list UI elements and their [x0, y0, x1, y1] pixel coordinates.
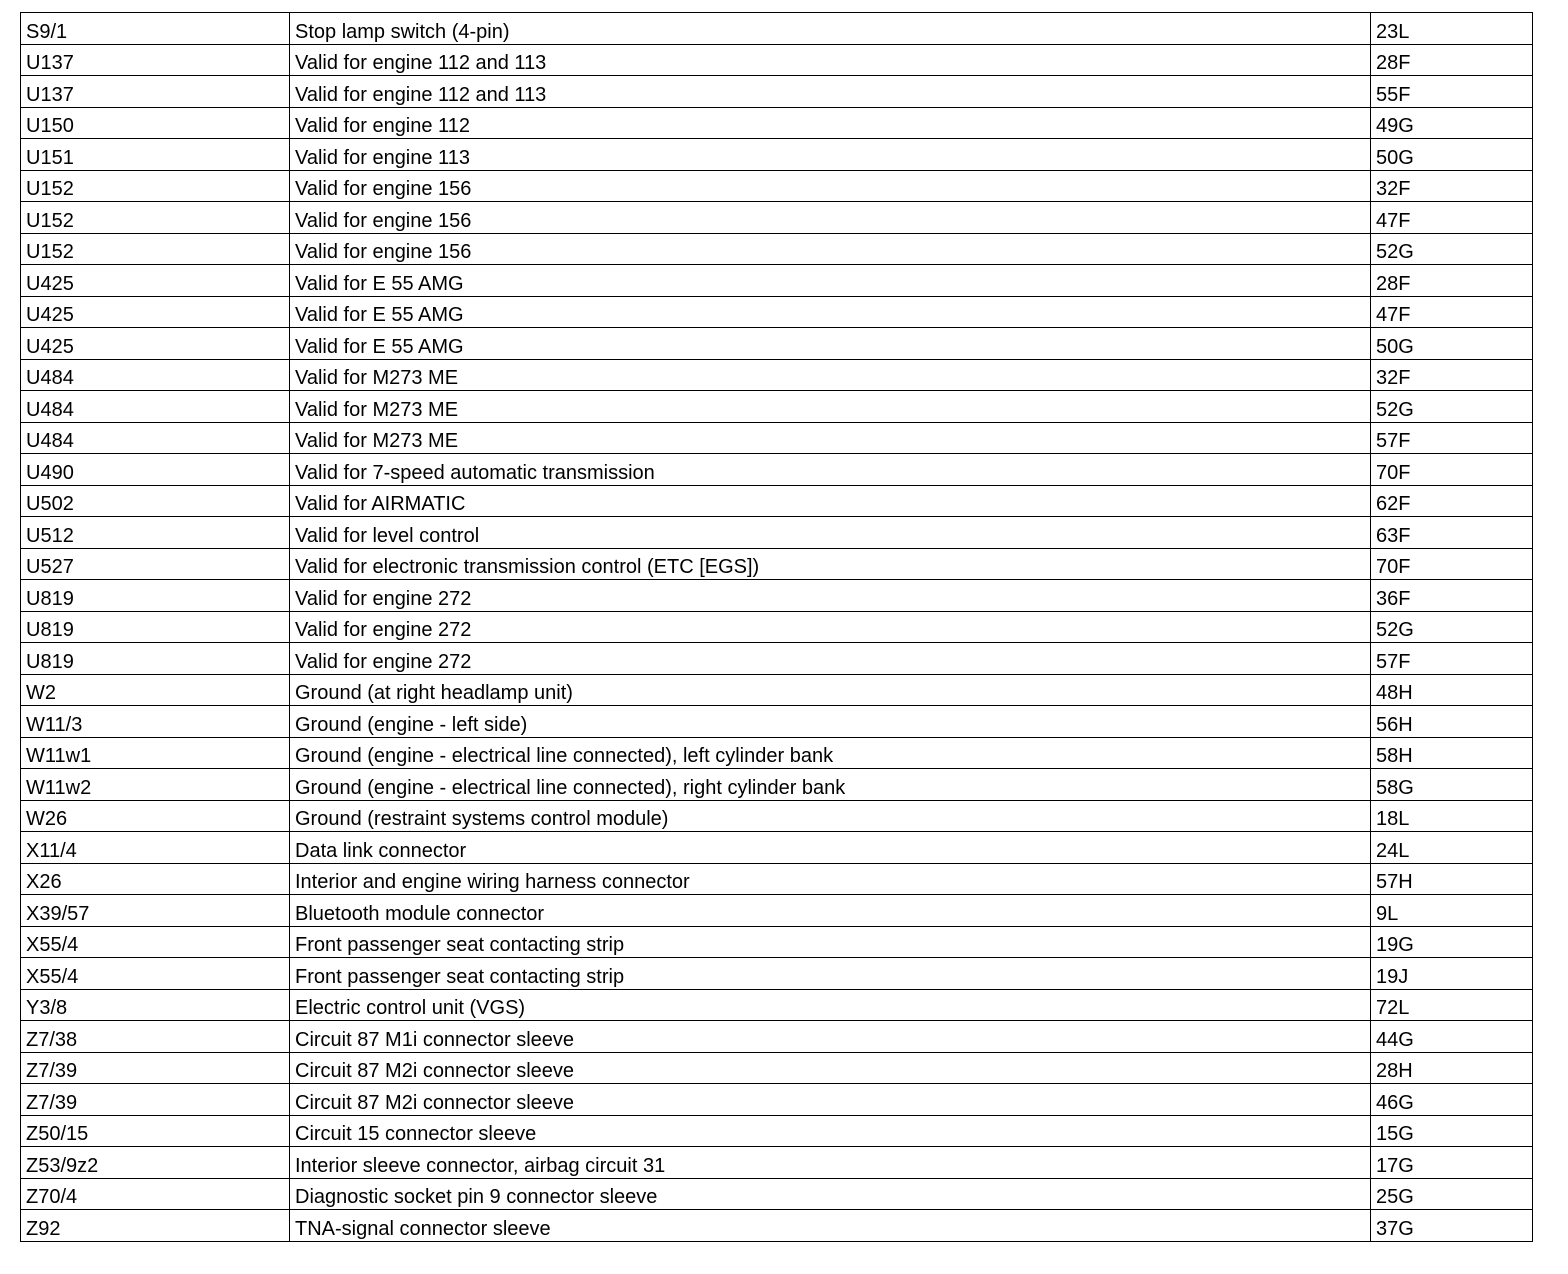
component-description-cell: Ground (restraint systems control module)	[290, 800, 1371, 832]
component-code-cell: X11/4	[21, 832, 290, 864]
table-row	[21, 832, 1533, 864]
table-row	[21, 1115, 1533, 1147]
component-description-cell: Stop lamp switch (4-pin)	[290, 13, 1371, 45]
component-description-cell: Ground (engine - electrical line connected), right cylinder bank	[290, 769, 1371, 801]
grid-location-cell: 18L	[1371, 800, 1533, 832]
component-code-cell: U425	[21, 328, 290, 360]
grid-location-cell: 50G	[1371, 328, 1533, 360]
component-description-cell: Ground (engine - left side)	[290, 706, 1371, 738]
grid-location-cell: 63F	[1371, 517, 1533, 549]
component-description-cell: Valid for engine 156	[290, 233, 1371, 265]
grid-location-cell: 28F	[1371, 44, 1533, 76]
table-row	[21, 44, 1533, 76]
table-row	[21, 139, 1533, 171]
component-description-cell: Interior sleeve connector, airbag circuit 31	[290, 1147, 1371, 1179]
component-code-cell: U819	[21, 611, 290, 643]
table-row	[21, 1210, 1533, 1242]
component-code-cell: Y3/8	[21, 989, 290, 1021]
grid-location-cell: 19G	[1371, 926, 1533, 958]
table-row	[21, 454, 1533, 486]
grid-location-cell: 46G	[1371, 1084, 1533, 1116]
grid-location-cell: 72L	[1371, 989, 1533, 1021]
grid-location-cell: 56H	[1371, 706, 1533, 738]
component-description-cell: Bluetooth module connector	[290, 895, 1371, 927]
component-description-cell: Ground (engine - electrical line connected), left cylinder bank	[290, 737, 1371, 769]
component-description-cell: Valid for electronic transmission control (ETC [EGS])	[290, 548, 1371, 580]
component-code-cell: U512	[21, 517, 290, 549]
grid-location-cell: 32F	[1371, 359, 1533, 391]
grid-location-cell: 47F	[1371, 202, 1533, 234]
component-code-cell: X55/4	[21, 926, 290, 958]
grid-location-cell: 32F	[1371, 170, 1533, 202]
component-description-cell: Valid for engine 272	[290, 643, 1371, 675]
component-description-cell: Valid for E 55 AMG	[290, 265, 1371, 297]
table-row	[21, 800, 1533, 832]
grid-location-cell: 49G	[1371, 107, 1533, 139]
table-row	[21, 391, 1533, 423]
table-row	[21, 863, 1533, 895]
component-description-cell: Valid for engine 112	[290, 107, 1371, 139]
table-row	[21, 265, 1533, 297]
component-code-cell: U151	[21, 139, 290, 171]
component-code-cell: Z7/39	[21, 1052, 290, 1084]
component-code-cell: U150	[21, 107, 290, 139]
component-code-cell: U152	[21, 202, 290, 234]
grid-location-cell: 48H	[1371, 674, 1533, 706]
table-row	[21, 580, 1533, 612]
grid-location-cell: 37G	[1371, 1210, 1533, 1242]
component-description-cell: Valid for engine 272	[290, 580, 1371, 612]
table-row	[21, 895, 1533, 927]
table-row	[21, 674, 1533, 706]
table-row	[21, 296, 1533, 328]
grid-location-cell: 58G	[1371, 769, 1533, 801]
table-row	[21, 485, 1533, 517]
component-code-cell: U137	[21, 44, 290, 76]
table-row	[21, 202, 1533, 234]
component-description-cell: Front passenger seat contacting strip	[290, 926, 1371, 958]
component-code-cell: U152	[21, 170, 290, 202]
table-row	[21, 706, 1533, 738]
component-code-cell: X26	[21, 863, 290, 895]
component-description-cell: Valid for AIRMATIC	[290, 485, 1371, 517]
grid-location-cell: 62F	[1371, 485, 1533, 517]
component-description-cell: Valid for level control	[290, 517, 1371, 549]
table-row	[21, 958, 1533, 990]
table-row	[21, 611, 1533, 643]
component-legend-body	[21, 13, 1533, 1242]
table-row	[21, 107, 1533, 139]
component-code-cell: Z92	[21, 1210, 290, 1242]
table-row	[21, 1021, 1533, 1053]
table-row	[21, 548, 1533, 580]
component-code-cell: U527	[21, 548, 290, 580]
component-description-cell: Valid for engine 112 and 113	[290, 44, 1371, 76]
table-row	[21, 170, 1533, 202]
component-code-cell: Z7/39	[21, 1084, 290, 1116]
component-code-cell: W26	[21, 800, 290, 832]
grid-location-cell: 70F	[1371, 454, 1533, 486]
component-code-cell: U152	[21, 233, 290, 265]
component-code-cell: U484	[21, 422, 290, 454]
grid-location-cell: 15G	[1371, 1115, 1533, 1147]
component-description-cell: Valid for engine 112 and 113	[290, 76, 1371, 108]
grid-location-cell: 58H	[1371, 737, 1533, 769]
component-code-cell: U502	[21, 485, 290, 517]
grid-location-cell: 44G	[1371, 1021, 1533, 1053]
component-code-cell: U425	[21, 296, 290, 328]
component-code-cell: W2	[21, 674, 290, 706]
component-code-cell: W11/3	[21, 706, 290, 738]
table-row	[21, 76, 1533, 108]
component-legend-table	[20, 12, 1533, 1242]
component-code-cell: U484	[21, 391, 290, 423]
component-description-cell: TNA-signal connector sleeve	[290, 1210, 1371, 1242]
component-code-cell: S9/1	[21, 13, 290, 45]
grid-location-cell: 36F	[1371, 580, 1533, 612]
component-description-cell: Diagnostic socket pin 9 connector sleeve	[290, 1178, 1371, 1210]
component-description-cell: Valid for M273 ME	[290, 359, 1371, 391]
grid-location-cell: 28H	[1371, 1052, 1533, 1084]
component-code-cell: W11w2	[21, 769, 290, 801]
component-code-cell: W11w1	[21, 737, 290, 769]
grid-location-cell: 50G	[1371, 139, 1533, 171]
grid-location-cell: 57F	[1371, 422, 1533, 454]
table-row	[21, 328, 1533, 360]
grid-location-cell: 47F	[1371, 296, 1533, 328]
grid-location-cell: 57H	[1371, 863, 1533, 895]
component-description-cell: Circuit 87 M2i connector sleeve	[290, 1084, 1371, 1116]
grid-location-cell: 52G	[1371, 233, 1533, 265]
component-description-cell: Valid for M273 ME	[290, 391, 1371, 423]
grid-location-cell: 24L	[1371, 832, 1533, 864]
component-description-cell: Valid for engine 113	[290, 139, 1371, 171]
grid-location-cell: 55F	[1371, 76, 1533, 108]
component-description-cell: Valid for M273 ME	[290, 422, 1371, 454]
table-row	[21, 1084, 1533, 1116]
component-description-cell: Circuit 15 connector sleeve	[290, 1115, 1371, 1147]
component-code-cell: U819	[21, 580, 290, 612]
component-description-cell: Valid for 7-speed automatic transmission	[290, 454, 1371, 486]
table-row	[21, 517, 1533, 549]
component-code-cell: Z70/4	[21, 1178, 290, 1210]
grid-location-cell: 19J	[1371, 958, 1533, 990]
component-description-cell: Valid for E 55 AMG	[290, 296, 1371, 328]
table-row	[21, 13, 1533, 45]
table-row	[21, 769, 1533, 801]
table-row	[21, 1052, 1533, 1084]
component-code-cell: U484	[21, 359, 290, 391]
component-code-cell: U425	[21, 265, 290, 297]
grid-location-cell: 28F	[1371, 265, 1533, 297]
grid-location-cell: 9L	[1371, 895, 1533, 927]
grid-location-cell: 17G	[1371, 1147, 1533, 1179]
table-row	[21, 926, 1533, 958]
table-row	[21, 737, 1533, 769]
component-description-cell: Valid for engine 156	[290, 202, 1371, 234]
component-code-cell: Z50/15	[21, 1115, 290, 1147]
grid-location-cell: 52G	[1371, 391, 1533, 423]
component-code-cell: Z53/9z2	[21, 1147, 290, 1179]
grid-location-cell: 23L	[1371, 13, 1533, 45]
component-code-cell: X39/57	[21, 895, 290, 927]
component-description-cell: Valid for engine 272	[290, 611, 1371, 643]
component-code-cell: U490	[21, 454, 290, 486]
table-row	[21, 233, 1533, 265]
component-code-cell: U137	[21, 76, 290, 108]
table-row	[21, 643, 1533, 675]
component-description-cell: Valid for E 55 AMG	[290, 328, 1371, 360]
component-code-cell: U819	[21, 643, 290, 675]
table-row	[21, 422, 1533, 454]
component-description-cell: Electric control unit (VGS)	[290, 989, 1371, 1021]
table-row	[21, 1178, 1533, 1210]
component-description-cell: Circuit 87 M2i connector sleeve	[290, 1052, 1371, 1084]
table-row	[21, 989, 1533, 1021]
component-description-cell: Interior and engine wiring harness connector	[290, 863, 1371, 895]
grid-location-cell: 25G	[1371, 1178, 1533, 1210]
component-description-cell: Circuit 87 M1i connector sleeve	[290, 1021, 1371, 1053]
component-description-cell: Valid for engine 156	[290, 170, 1371, 202]
grid-location-cell: 70F	[1371, 548, 1533, 580]
grid-location-cell: 57F	[1371, 643, 1533, 675]
table-row	[21, 359, 1533, 391]
component-code-cell: X55/4	[21, 958, 290, 990]
component-description-cell: Data link connector	[290, 832, 1371, 864]
table-row	[21, 1147, 1533, 1179]
component-description-cell: Ground (at right headlamp unit)	[290, 674, 1371, 706]
grid-location-cell: 52G	[1371, 611, 1533, 643]
component-description-cell: Front passenger seat contacting strip	[290, 958, 1371, 990]
component-code-cell: Z7/38	[21, 1021, 290, 1053]
